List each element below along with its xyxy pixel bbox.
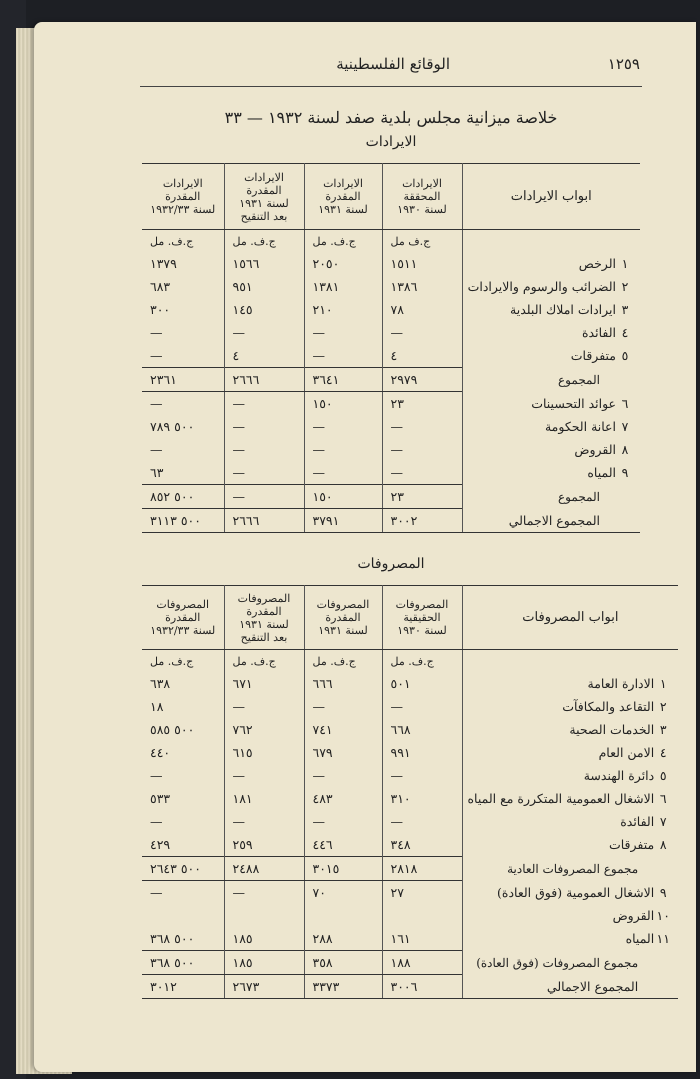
- value-cell-c2: ٢١٠: [304, 298, 382, 321]
- value-cell-c3: ٩٥١: [224, 275, 304, 298]
- column-header-line: لسنة ١٩٣١: [239, 196, 289, 210]
- row-number: ٤: [659, 745, 667, 760]
- row-label-cell: [462, 344, 640, 368]
- units-cell: ج.ف. مل: [150, 654, 194, 668]
- page-number: ١٢٥٩: [607, 55, 640, 73]
- value-cell-c2: —: [304, 810, 382, 833]
- value-cell-c1: —: [382, 321, 462, 344]
- row-number: ٧: [659, 814, 667, 829]
- row-number: ٨: [621, 442, 629, 457]
- row-label: الامن العام: [598, 745, 655, 760]
- value-cell-c4: ٦٣: [150, 465, 164, 480]
- row-number: ٥: [621, 348, 629, 364]
- row-number: ١: [659, 676, 667, 691]
- column-header-line: لسنة ١٩٣٠: [397, 203, 447, 216]
- table-row: [142, 833, 678, 857]
- table-row: [142, 298, 640, 321]
- value-cell-c3: —: [224, 415, 304, 438]
- units-cell: ج.ف مل: [382, 230, 462, 253]
- value-cell-c4: [142, 904, 224, 927]
- value-cell-c3: ٤: [224, 344, 304, 368]
- expenses-category-header: ابواب المصروفات: [462, 586, 678, 650]
- units-cell: ج.ف. مل: [150, 234, 194, 248]
- value-cell-c1: —: [382, 438, 462, 461]
- row-label-cell: [462, 275, 640, 298]
- value-cell-c3: —: [224, 810, 304, 833]
- row-number: ٨: [659, 837, 667, 853]
- units-spacer: [462, 230, 640, 253]
- value-cell-c4: ١٨: [150, 699, 164, 714]
- units-cell: ج.ف. مل: [304, 230, 382, 253]
- value-cell-c3: —: [224, 764, 304, 787]
- row-label: التقاعد والمكافآت: [562, 699, 655, 714]
- value-cell-c3: ٦١٥: [224, 741, 304, 764]
- value-cell-c4: —: [150, 348, 163, 363]
- value-cell-c4: ٣٠١٢: [142, 975, 224, 999]
- value-cell-c1: —: [382, 764, 462, 787]
- value-cell-c4: —: [150, 814, 163, 829]
- value-cell-c3: ٢٦٦٦: [224, 509, 304, 533]
- value-cell-c4: ٥٠٠ ٧٨٩: [150, 419, 195, 434]
- value-cell-c2: —: [304, 321, 382, 344]
- row-label-cell: [462, 810, 678, 833]
- column-header-line: المصروفات الحقيقية: [395, 598, 449, 624]
- table-row: [142, 951, 678, 975]
- table-row: [142, 509, 640, 533]
- table-row: [142, 881, 678, 905]
- value-cell-c1: —: [382, 695, 462, 718]
- table-row: [142, 764, 678, 787]
- row-label: عوائد التحسينات: [531, 395, 616, 411]
- row-label-cell: [462, 509, 640, 533]
- row-label: الاشغال العمومية (فوق العادة): [497, 884, 655, 900]
- table-row: [142, 741, 678, 764]
- row-number: ٧: [621, 419, 629, 434]
- value-cell-c1: ٣٤٨: [382, 833, 462, 857]
- value-cell-c3: —: [224, 485, 304, 509]
- journal-title: الوقائع الفلسطينية: [336, 55, 450, 73]
- row-number: ٤: [621, 325, 629, 340]
- value-cell-c1: ٧٨: [382, 298, 462, 321]
- value-cell-c1: ٣١٠: [382, 787, 462, 810]
- value-cell-c4: ٥٠٠ ٣٦٨: [142, 951, 224, 975]
- row-label-cell: [462, 857, 678, 881]
- table-row: [142, 857, 678, 881]
- value-cell-c4: ٥٠٠ ٨٥٢: [142, 485, 224, 509]
- expenses-header-row: [142, 586, 678, 650]
- table-row: [142, 392, 640, 416]
- row-number: ٢: [621, 279, 629, 294]
- value-cell-c1: [382, 904, 462, 927]
- value-cell-c3: —: [224, 881, 304, 905]
- row-label-cell: [462, 392, 640, 416]
- value-cell-c4: ٥٠٠ ٢٦٤٣: [142, 857, 224, 881]
- row-label-cell: [462, 298, 640, 321]
- row-label-cell: [462, 833, 678, 857]
- value-cell-c2: ٣٣٧٣: [304, 975, 382, 999]
- row-label-cell: [462, 368, 640, 392]
- row-label-cell: [462, 764, 678, 787]
- units-row: [142, 650, 678, 673]
- row-number: ٣: [659, 722, 667, 737]
- row-number: ٥: [659, 768, 667, 783]
- value-cell-c4: ٦٨٣: [150, 279, 171, 294]
- expenses-table: [142, 585, 678, 999]
- expenses-col-estimate-1931: [304, 586, 382, 650]
- value-cell-c2: —: [304, 695, 382, 718]
- value-cell-c1: ٢٨١٨: [382, 857, 462, 881]
- value-cell-c4: —: [150, 396, 163, 411]
- row-label-cell: [462, 461, 640, 485]
- value-cell-c4: ٥٠٠ ٥٨٥: [150, 722, 195, 737]
- value-cell-c2: ٧٤١: [304, 718, 382, 741]
- row-number: ١١: [656, 931, 670, 947]
- row-label: متفرقات: [570, 348, 616, 364]
- table-row: [142, 368, 640, 392]
- units-cell: ج.ف. مل: [224, 230, 304, 253]
- column-header-line: المصروفات المقدرة: [237, 591, 291, 618]
- row-label-cell: [462, 321, 640, 344]
- value-cell-c2: ٤٤٦: [304, 833, 382, 857]
- row-label: ايرادات املاك البلدية: [510, 302, 616, 317]
- row-label: المجموع: [558, 372, 600, 387]
- value-cell-c3: —: [224, 321, 304, 344]
- value-cell-c4: ٥٠٠ ٣١١٣: [142, 509, 224, 533]
- value-cell-c2: —: [304, 461, 382, 485]
- column-header-line: المصروفات المقدرة: [156, 598, 210, 624]
- row-number: ٦: [659, 791, 667, 806]
- row-number: ٩: [621, 465, 629, 481]
- value-cell-c1: —: [382, 810, 462, 833]
- revenue-header-row: [142, 164, 640, 230]
- value-cell-c3: ١٤٥: [224, 298, 304, 321]
- row-label: دائرة الهندسة: [583, 768, 655, 783]
- expenses-col-actual-1930: [382, 586, 462, 650]
- value-cell-c4: ٦٣٨: [150, 676, 171, 691]
- value-cell-c4: ٤٤٠: [150, 745, 171, 760]
- row-label: اعانة الحكومة: [544, 419, 616, 434]
- value-cell-c2: ١٥٠: [304, 392, 382, 416]
- value-cell-c1: —: [382, 415, 462, 438]
- row-label: الضرائب والرسوم والايرادات: [467, 279, 616, 294]
- column-header-line: لسنة ١٩٣٠: [397, 624, 447, 637]
- column-header-line: لسنة ١٩٣١: [318, 624, 368, 637]
- value-cell-c4: ٤٢٩: [150, 837, 171, 852]
- row-label-cell: [462, 718, 678, 741]
- table-row: [142, 810, 678, 833]
- value-cell-c4: —: [150, 768, 163, 783]
- row-label-cell: [462, 927, 678, 951]
- row-label: الرخص: [578, 256, 616, 271]
- expenses-col-estimate-1931-revised: [224, 586, 304, 650]
- row-label: المجموع الاجمالي: [508, 512, 600, 528]
- value-cell-c1: ١٨٨: [382, 951, 462, 975]
- value-cell-c3: ٢٥٩: [224, 833, 304, 857]
- table-row: [142, 344, 640, 368]
- units-cell: ج.ف. مل: [304, 650, 382, 673]
- table-row: [142, 461, 640, 485]
- column-header-line: الايرادات المقدرة: [323, 177, 363, 203]
- table-row: [142, 927, 678, 951]
- value-cell-c1: ١٦١: [382, 927, 462, 951]
- expenses-section-title: المصروفات: [357, 556, 425, 572]
- row-label: القروض: [574, 442, 616, 457]
- row-number: ٦: [621, 395, 629, 411]
- value-cell-c2: ٣٦٤١: [304, 368, 382, 392]
- value-cell-c3: ٧٦٢: [224, 718, 304, 741]
- value-cell-c1: ٢٩٧٩: [382, 368, 462, 392]
- document-title: خلاصة ميزانية مجلس بلدية صفد لسنة ١٩٣٢ — ٣٣: [224, 108, 558, 127]
- column-header-line: بعد التنقيح: [240, 209, 288, 223]
- column-header-line: الايرادات المقدرة: [162, 177, 203, 203]
- value-cell-c2: ٢٠٥٠: [304, 252, 382, 275]
- table-row: [142, 252, 640, 275]
- table-row: [142, 485, 640, 509]
- column-header-line: المصروفات المقدرة: [316, 598, 370, 624]
- row-label-cell: [462, 881, 678, 905]
- value-cell-c2: ٧٠: [304, 881, 382, 905]
- row-label: الخدمات الصحية: [569, 722, 655, 737]
- row-label-cell: [462, 252, 640, 275]
- value-cell-c3: —: [224, 392, 304, 416]
- value-cell-c2: —: [304, 764, 382, 787]
- value-cell-c3: ٢٤٨٨: [224, 857, 304, 881]
- value-cell-c1: ٥٠١: [382, 672, 462, 695]
- row-number: ٩: [659, 884, 667, 900]
- value-cell-c1: ٢٣: [382, 392, 462, 416]
- value-cell-c2: —: [304, 438, 382, 461]
- units-spacer: [462, 650, 678, 673]
- revenue-col-actual-1930: [382, 164, 462, 230]
- revenue-table: [142, 163, 640, 533]
- value-cell-c1: ٤: [382, 344, 462, 368]
- value-cell-c4: ٢٣٦١: [142, 368, 224, 392]
- table-row: [142, 415, 640, 438]
- value-cell-c1: ١٥١١: [382, 252, 462, 275]
- table-row: [142, 275, 640, 298]
- value-cell-c2: —: [304, 344, 382, 368]
- value-cell-c1: ٢٣: [382, 485, 462, 509]
- row-label-cell: [462, 438, 640, 461]
- column-header-line: لسنة ١٩٣١: [318, 203, 368, 216]
- value-cell-c4: —: [150, 442, 163, 457]
- table-row: [142, 975, 678, 999]
- column-header-line: لسنة ١٩٣٢/٣٣: [150, 624, 216, 637]
- table-row: [142, 672, 678, 695]
- value-cell-c2: ٣٥٨: [304, 951, 382, 975]
- revenue-col-estimate-1931-revised: [224, 164, 304, 230]
- value-cell-c2: ٣٧٩١: [304, 509, 382, 533]
- row-label-cell: [462, 975, 678, 999]
- value-cell-c3: ٢٦٧٣: [224, 975, 304, 999]
- value-cell-c1: ٢٧: [382, 881, 462, 905]
- value-cell-c3: ٦٧١: [224, 672, 304, 695]
- value-cell-c2: [304, 904, 382, 927]
- value-cell-c2: ٤٨٣: [304, 787, 382, 810]
- table-row: [142, 321, 640, 344]
- row-label: المجموع الاجمالي: [546, 978, 639, 994]
- value-cell-c3: ١٨٥: [224, 927, 304, 951]
- value-cell-c3: —: [224, 461, 304, 485]
- row-label: مجموع المصروفات (فوق العادة): [476, 955, 639, 970]
- value-cell-c4: —: [150, 885, 163, 900]
- value-cell-c3: —: [224, 438, 304, 461]
- row-number: ١٠: [656, 908, 670, 923]
- value-cell-c1: ٦٦٨: [382, 718, 462, 741]
- value-cell-c2: —: [304, 415, 382, 438]
- row-label: مجموع المصروفات العادية: [507, 861, 639, 876]
- row-label: المياه: [587, 465, 616, 481]
- value-cell-c1: —: [382, 461, 462, 485]
- column-header-line: الايرادات المحققة: [402, 177, 442, 203]
- table-row: [142, 787, 678, 810]
- value-cell-c2: ٢٨٨: [304, 927, 382, 951]
- value-cell-c2: ٦٧٩: [304, 741, 382, 764]
- row-label: المجموع: [558, 489, 600, 504]
- row-label: الاشغال العمومية المتكررة مع المياه: [467, 791, 655, 806]
- row-label-cell: [462, 485, 640, 509]
- value-cell-c4: ٣٠٠: [150, 302, 171, 317]
- value-cell-c2: ١٣٨١: [304, 275, 382, 298]
- units-row: [142, 230, 640, 253]
- row-label: الفائدة: [581, 325, 616, 340]
- table-row: [142, 438, 640, 461]
- row-label: متفرقات: [608, 837, 655, 853]
- row-label: الادارة العامة: [587, 676, 655, 691]
- header-rule: [140, 86, 642, 87]
- value-cell-c2: ١٥٠: [304, 485, 382, 509]
- row-label: القروض: [612, 908, 655, 923]
- units-cell: ج.ف. مل: [224, 650, 304, 673]
- value-cell-c4: ١٣٧٩: [150, 256, 177, 271]
- row-label-cell: [462, 904, 678, 927]
- column-header-line: لسنة ١٩٣١: [239, 617, 289, 631]
- value-cell-c1: ٣٠٠٦: [382, 975, 462, 999]
- value-cell-c3: ٢٦٦٦: [224, 368, 304, 392]
- row-label-cell: [462, 951, 678, 975]
- row-label-cell: [462, 787, 678, 810]
- column-header-line: لسنة ١٩٣٢/٣٣: [150, 203, 216, 216]
- row-label: الفائدة: [620, 814, 655, 829]
- value-cell-c4: —: [150, 325, 163, 340]
- row-number: ٢: [659, 699, 667, 714]
- value-cell-c2: ٣٠١٥: [304, 857, 382, 881]
- column-header-line: بعد التنقيح: [240, 630, 288, 644]
- row-label-cell: [462, 415, 640, 438]
- value-cell-c4: ٥٣٣: [150, 791, 171, 806]
- row-label: المياه: [625, 931, 655, 947]
- revenue-col-estimate-1931: [304, 164, 382, 230]
- revenue-category-header: ابواب الايرادات: [462, 164, 640, 230]
- table-row: [142, 695, 678, 718]
- value-cell-c3: ١٥٦٦: [224, 252, 304, 275]
- units-cell: ج.ف. مل: [382, 650, 462, 673]
- value-cell-c1: ٩٩١: [382, 741, 462, 764]
- revenue-col-estimate-1932-33: [142, 164, 224, 230]
- value-cell-c1: ٣٠٠٢: [382, 509, 462, 533]
- row-label-cell: [462, 672, 678, 695]
- row-number: ١: [621, 256, 629, 271]
- revenue-section-title: الايرادات: [365, 134, 417, 150]
- value-cell-c3: [224, 904, 304, 927]
- row-label-cell: [462, 741, 678, 764]
- column-header-line: الايرادات المقدرة: [244, 170, 284, 197]
- value-cell-c1: ١٣٨٦: [382, 275, 462, 298]
- value-cell-c4: ٥٠٠ ٣٦٨: [150, 931, 195, 946]
- running-head: [140, 55, 640, 85]
- value-cell-c2: ٦٦٦: [304, 672, 382, 695]
- value-cell-c3: ١٨١: [224, 787, 304, 810]
- row-number: ٣: [621, 302, 629, 317]
- table-row: [142, 904, 678, 927]
- value-cell-c3: —: [224, 695, 304, 718]
- value-cell-c3: ١٨٥: [224, 951, 304, 975]
- expenses-col-estimate-1932-33: [142, 586, 224, 650]
- row-label-cell: [462, 695, 678, 718]
- table-row: [142, 718, 678, 741]
